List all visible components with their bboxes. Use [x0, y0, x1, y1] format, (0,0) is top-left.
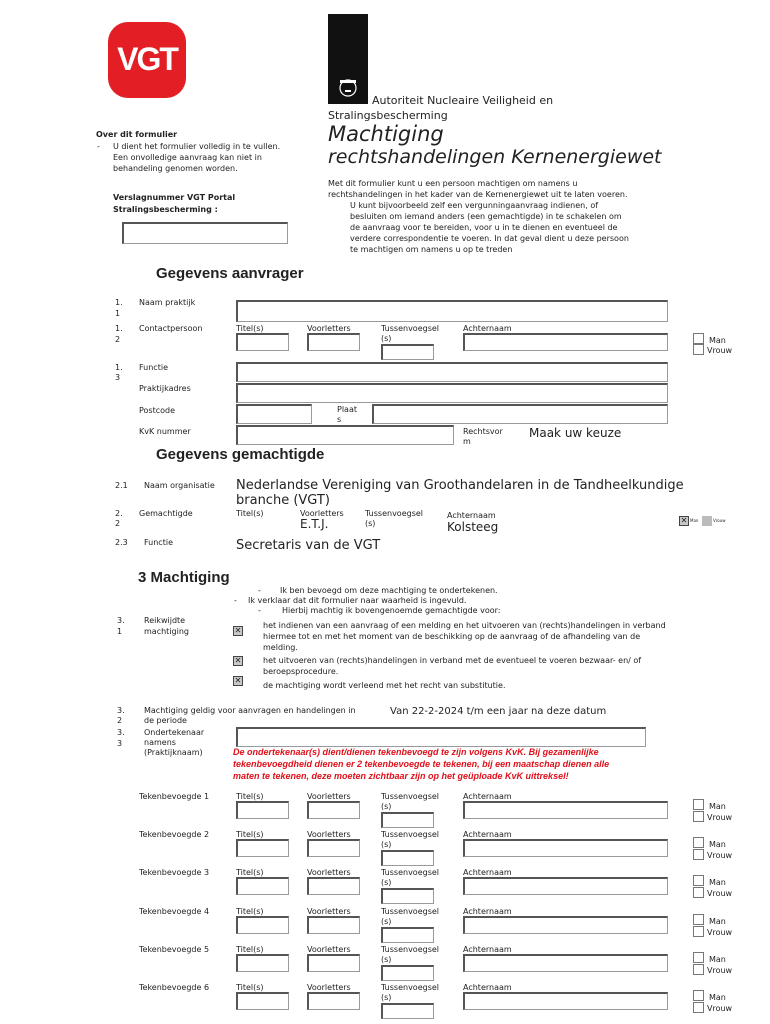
signer-tussenvoegsel-input[interactable] — [381, 812, 434, 828]
num-2-2b: 2 — [115, 519, 121, 528]
signer-label-man: Man — [709, 993, 726, 1002]
signer-achternaam-input[interactable] — [463, 801, 668, 819]
decl-1-dash: - — [258, 586, 261, 595]
intro-line: verdere correspondentie te voeren. In dat geval dient u deze persoon — [350, 234, 629, 243]
signer-label-voorletters: Voorletters — [307, 868, 351, 878]
about-bullet: - — [97, 142, 100, 151]
num-3-3b: 3 — [117, 739, 123, 748]
label-reikwijdte: Reikwijdte — [144, 616, 186, 625]
signer-man-checkbox[interactable] — [693, 799, 704, 810]
label-gemachtigde: Gemachtigde — [139, 509, 193, 518]
decl-3: Hierbij machtig ik bovengenoemde gemachtigde voor: — [282, 606, 501, 615]
rechtsvorm-select[interactable]: Maak uw keuze — [529, 426, 622, 440]
signer-label-tussenvoegsel: Tussenvoegsel — [381, 830, 440, 840]
plaats-input[interactable] — [372, 404, 668, 424]
decl-3-dash: - — [258, 606, 261, 615]
warning-line: maten te tekenen, deze moeten zichtbaar zijn op het geüploade KvK uittreksel! — [233, 771, 569, 781]
signer-label-titels: Titel(s) — [236, 868, 264, 878]
signer-titel-input[interactable] — [236, 954, 289, 972]
intro-text — [328, 178, 673, 255]
page-title-1: Machtiging — [328, 122, 444, 146]
label-tussenvoegsel-2-s: (s) — [365, 519, 376, 528]
signer-titel-input[interactable] — [236, 839, 289, 857]
vgt-logo — [108, 22, 186, 98]
decl-2: Ik verklaar dat dit formulier naar waarheid is ingevuld. — [248, 596, 467, 605]
scope-option-2-line: het uitvoeren van (rechts)handelingen in verband met de eventueel te voeren bezwaar- en/ of — [263, 656, 642, 665]
signer-voorletters-input[interactable] — [307, 801, 360, 819]
signer-label-voorletters: Voorletters — [307, 944, 351, 954]
signer-label-tussenvoegsel-s: (s) — [381, 993, 392, 1002]
about-text — [113, 141, 313, 174]
functie-input[interactable] — [236, 362, 668, 382]
num-1-2a: 1. — [115, 324, 123, 333]
signer-label-voorletters: Voorletters — [307, 906, 351, 916]
signer-label: Tekenbevoegde 6 — [139, 983, 210, 992]
scope-checkbox-2[interactable]: ✕ — [234, 656, 242, 665]
signer-label-man: Man — [709, 840, 726, 850]
signer-label-voorletters: Voorletters — [307, 983, 351, 992]
signer-label-tussenvoegsel-s: (s) — [381, 802, 392, 811]
voorletters-value-2: E.T.J. — [300, 517, 329, 531]
signer-label-vrouw: Vrouw — [707, 889, 733, 899]
signer-label-tussenvoegsel: Tussenvoegsel — [381, 792, 440, 801]
num-2-1: 2.1 — [115, 481, 128, 490]
label-titels: Titel(s) — [236, 324, 264, 333]
signer-label-vrouw: Vrouw — [707, 927, 733, 937]
label-achternaam-2: Achternaam — [447, 511, 496, 520]
signer-label-achternaam: Achternaam — [463, 868, 512, 878]
org-line-1: Autoriteit Nucleaire Veiligheid en — [372, 94, 554, 107]
report-label-1: Verslagnummer VGT Portal — [113, 193, 236, 202]
naam-praktijk-input[interactable] — [236, 300, 668, 322]
signer-label-man: Man — [709, 878, 726, 888]
signer-label-achternaam: Achternaam — [463, 944, 512, 954]
signer-achternaam-input[interactable] — [463, 916, 668, 934]
signer-label-vrouw: Vrouw — [707, 965, 733, 975]
signer-voorletters-input[interactable] — [307, 877, 360, 895]
achternaam-input[interactable] — [463, 333, 668, 351]
label-praktijkadres: Praktijkadres — [139, 384, 191, 393]
num-3-3a: 3. — [117, 728, 125, 737]
man-checkbox-2[interactable]: ✕ — [680, 516, 688, 525]
signer-titel-input[interactable] — [236, 801, 289, 819]
about-line: behandeling genomen worden. — [113, 164, 238, 173]
about-line: Een onvolledige aanvraag kan niet in — [113, 153, 262, 162]
intro-line: U kunt bijvoorbeeld zelf een vergunningaanvraag indienen, of — [350, 201, 599, 210]
organisatie-value — [236, 478, 706, 508]
signer-label-vrouw: Vrouw — [707, 813, 733, 822]
signer-label-titels: Titel(s) — [236, 944, 264, 954]
scope-option-2-line: beroepsprocedure. — [263, 667, 339, 676]
signer-man-checkbox[interactable] — [693, 914, 704, 925]
label-functie-2: Functie — [144, 538, 173, 547]
signature-warning — [233, 746, 703, 782]
num-1-3b: 3 — [115, 373, 121, 382]
signer-tussenvoegsel-input[interactable] — [381, 927, 434, 943]
signer-vrouw-checkbox[interactable] — [693, 811, 704, 822]
signer-label-tussenvoegsel-s: (s) — [381, 840, 392, 850]
page-title-2: rechtshandelingen Kernenergiewet — [328, 146, 662, 168]
signer-vrouw-checkbox[interactable] — [693, 849, 704, 860]
intro-line: besluiten om iemand anders (een gemachtigde) in te schakelen om — [350, 212, 622, 221]
decl-1: Ik ben bevoegd om deze machtiging te ondertekenen. — [280, 586, 498, 595]
label-rechtsvorm: Rechtsvor — [463, 427, 503, 436]
label-voorletters: Voorletters — [307, 324, 351, 333]
section-heading-aanvrager: Gegevens aanvrager — [156, 265, 304, 282]
scope-option-1-line: het indienen van een aanvraag of een melding en het uitvoeren van (rechts)handelingen in verband — [263, 621, 666, 630]
signer-voorletters-input[interactable] — [307, 839, 360, 857]
label-achternaam: Achternaam — [463, 324, 512, 333]
signer-label-achternaam: Achternaam — [463, 830, 512, 840]
man-checkbox[interactable] — [693, 333, 704, 344]
intro-line: te machtigen om namens u op te treden — [350, 245, 513, 254]
signer-label: Tekenbevoegde 5 — [139, 944, 210, 954]
label-tussenvoegsel-2: Tussenvoegsel — [365, 509, 424, 518]
signer-label: Tekenbevoegde 4 — [139, 906, 210, 916]
label-titels-2: Titel(s) — [236, 509, 264, 518]
signer-voorletters-input[interactable] — [307, 916, 360, 934]
signer-achternaam-input[interactable] — [463, 954, 668, 972]
label-reikwijdte-2: machtiging — [144, 627, 189, 636]
label-plaats: Plaat — [337, 405, 357, 414]
vrouw-checkbox-2[interactable] — [702, 516, 712, 526]
report-number-input[interactable] — [122, 222, 288, 244]
signer-label-voorletters: Voorletters — [307, 792, 351, 801]
signer-tussenvoegsel-input[interactable] — [381, 1003, 434, 1019]
report-label-2: Stralingsbescherming : — [113, 205, 218, 214]
scope-option-2 — [263, 655, 726, 677]
signer-vrouw-checkbox[interactable] — [693, 1002, 704, 1013]
label-ondertekenaar: Ondertekenaar — [144, 728, 205, 737]
titel-input[interactable] — [236, 333, 289, 351]
signer-label-vrouw: Vrouw — [707, 1004, 733, 1013]
num-2-2a: 2. — [115, 509, 123, 518]
organisatie-line-1: Nederlandse Vereniging van Groothandelaren in de Tandheelkundige — [236, 478, 684, 493]
num-3-2b: 2 — [117, 716, 123, 725]
crown-emblem-icon — [328, 14, 368, 104]
label-man-2: Man — [690, 518, 699, 523]
scope-option-1-line: hiermee tot en met het moment van de beschikking op de aanvraag of de afhandeling van de — [263, 632, 641, 641]
signer-label-voorletters: Voorletters — [307, 830, 351, 840]
signer-label-tussenvoegsel-s: (s) — [381, 878, 392, 888]
signer-achternaam-input[interactable] — [463, 992, 668, 1010]
scope-checkbox-1[interactable]: ✕ — [234, 626, 242, 635]
warning-line: De ondertekenaar(s) dient/dienen tekenbevoegd te zijn volgens KvK. Bij gezamenlijke — [233, 747, 599, 757]
signer-label-achternaam: Achternaam — [463, 983, 512, 992]
label-naam-organisatie: Naam organisatie — [144, 481, 215, 490]
signer-tussenvoegsel-input[interactable] — [381, 888, 434, 904]
signer-achternaam-input[interactable] — [463, 877, 668, 895]
signer-label-tussenvoegsel: Tussenvoegsel — [381, 944, 440, 954]
vrouw-checkbox[interactable] — [693, 344, 704, 355]
signer-label-man: Man — [709, 802, 726, 811]
signer-label-tussenvoegsel-s: (s) — [381, 954, 392, 964]
signer-tussenvoegsel-input[interactable] — [381, 850, 434, 866]
scope-option-1-line: melding. — [263, 643, 298, 652]
signer-vrouw-checkbox[interactable] — [693, 887, 704, 898]
intro-line: Met dit formulier kunt u een persoon machtigen om namens u — [328, 179, 578, 188]
achternaam-value-2: Kolsteeg — [447, 520, 499, 534]
signer-man-checkbox[interactable] — [693, 837, 704, 848]
num-1-1b: 1 — [115, 309, 121, 318]
label-man: Man — [709, 336, 726, 345]
label-voorletters-2: Voorletters — [300, 509, 344, 518]
label-geldig: Machtiging geldig voor aanvragen en handelingen in — [144, 706, 356, 715]
label-rechtsvorm-m: m — [463, 437, 471, 446]
signer-label-tussenvoegsel-s: (s) — [381, 916, 392, 926]
intro-line: rechtshandelingen in het kader van de Kernenergiewet uit te laten voeren. — [328, 190, 628, 199]
signer-titel-input[interactable] — [236, 877, 289, 895]
signer-label-titels: Titel(s) — [236, 830, 264, 840]
org-line-2: Stralingsbescherming — [328, 109, 448, 122]
signer-voorletters-input[interactable] — [307, 954, 360, 972]
ondertekenaar-input[interactable] — [236, 727, 646, 747]
label-tussenvoegsel-s: (s) — [381, 334, 392, 343]
signer-voorletters-input[interactable] — [307, 992, 360, 1010]
organisatie-line-2: branche (VGT) — [236, 493, 330, 508]
signer-titel-input[interactable] — [236, 916, 289, 934]
scope-checkbox-3[interactable]: ✕ — [234, 676, 242, 685]
signer-tussenvoegsel-input[interactable] — [381, 965, 434, 981]
logo-text: VGT — [117, 41, 177, 77]
signer-vrouw-checkbox[interactable] — [693, 926, 704, 937]
signer-label-vrouw: Vrouw — [707, 851, 733, 861]
signer-label-achternaam: Achternaam — [463, 906, 512, 916]
signer-label: Tekenbevoegde 1 — [139, 792, 210, 801]
scope-option-3: de machtiging wordt verleend met het recht van substitutie. — [263, 681, 506, 690]
signer-achternaam-input[interactable] — [463, 839, 668, 857]
num-1-2b: 2 — [115, 335, 121, 344]
intro-line: de aanvraag voor te bereiden, voor u in te dienen en eventueel de — [350, 223, 618, 232]
signer-label-titels: Titel(s) — [236, 906, 264, 916]
signer-label-tussenvoegsel: Tussenvoegsel — [381, 906, 440, 916]
signer-label: Tekenbevoegde 2 — [139, 830, 210, 840]
label-kvk: KvK nummer — [139, 427, 191, 436]
num-3-2a: 3. — [117, 706, 125, 715]
signer-label-man: Man — [709, 954, 726, 964]
kvk-input[interactable] — [236, 425, 454, 445]
decl-2-dash: - — [234, 596, 237, 605]
praktijkadres-input[interactable] — [236, 383, 668, 403]
signer-vrouw-checkbox[interactable] — [693, 964, 704, 975]
section-heading-gemachtigde: Gegevens gemachtigde — [156, 446, 325, 463]
signer-man-checkbox[interactable] — [693, 952, 704, 963]
postcode-input[interactable] — [236, 404, 312, 424]
tussenvoegsel-input[interactable] — [381, 344, 434, 360]
about-line: U dient het formulier volledig in te vullen. — [113, 142, 281, 151]
num-3-1a: 3. — [117, 616, 125, 625]
label-tussenvoegsel: Tussenvoegsel — [381, 324, 440, 333]
num-2-3: 2.3 — [115, 538, 128, 547]
geldig-value: Van 22-2-2024 t/m een jaar na deze datum — [390, 706, 607, 717]
label-geldig-2: de periode — [144, 716, 187, 725]
signer-label-man: Man — [709, 916, 726, 926]
signer-label-achternaam: Achternaam — [463, 792, 512, 801]
functie-value-2: Secretaris van de VGT — [236, 538, 381, 553]
num-1-3a: 1. — [115, 363, 123, 372]
voorletters-input[interactable] — [307, 333, 360, 351]
signer-man-checkbox[interactable] — [693, 990, 704, 1001]
label-vrouw: Vrouw — [707, 346, 733, 355]
label-naam-praktijk: Naam praktijk — [139, 298, 196, 307]
signer-label: Tekenbevoegde 3 — [139, 868, 210, 878]
label-vrouw-2: Vrouw — [713, 518, 726, 523]
label-contactpersoon: Contactpersoon — [139, 324, 203, 333]
label-namens: namens — [144, 738, 176, 747]
num-3-1b: 1 — [117, 627, 123, 636]
signer-label-tussenvoegsel: Tussenvoegsel — [381, 983, 440, 992]
label-plaats-s: s — [337, 415, 342, 424]
label-functie: Functie — [139, 363, 168, 372]
signer-label-titels: Titel(s) — [236, 792, 264, 801]
num-1-1a: 1. — [115, 298, 123, 307]
signer-label-titels: Titel(s) — [236, 983, 264, 992]
signer-label-tussenvoegsel: Tussenvoegsel — [381, 868, 440, 878]
warning-line: tekenbevoegdheid dienen er 2 tekenbevoegde te tekenen, bij een maatschap dienen alle — [233, 759, 610, 769]
section-heading-machtiging: 3 Machtiging — [138, 569, 230, 586]
label-praktijknaam: (Praktijknaam) — [144, 748, 203, 757]
label-postcode: Postcode — [139, 406, 176, 415]
signer-titel-input[interactable] — [236, 992, 289, 1010]
signer-man-checkbox[interactable] — [693, 875, 704, 886]
rijksoverheid-emblem — [328, 14, 368, 104]
scope-option-1 — [263, 620, 726, 653]
about-heading: Over dit formulier — [96, 130, 178, 139]
